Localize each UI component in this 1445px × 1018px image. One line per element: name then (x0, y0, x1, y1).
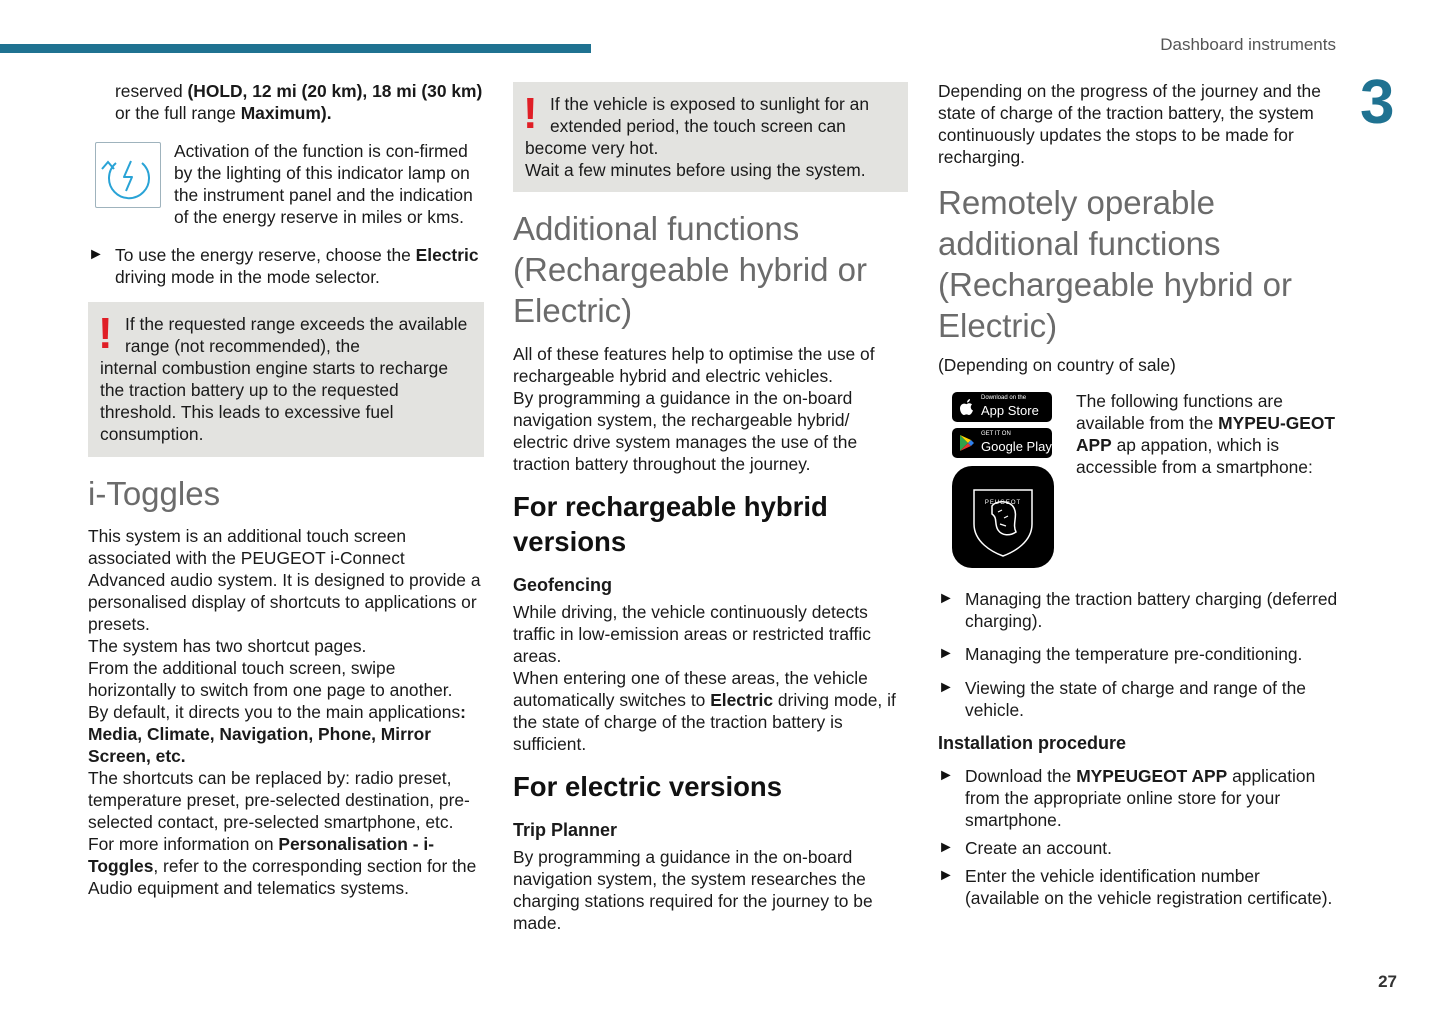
installation-title: Installation procedure (938, 733, 1127, 753)
additional-functions-title: Additional functions (Rechargeable hybrid or Electric) (513, 210, 868, 329)
remote-features-list (938, 588, 1338, 721)
app-badges (952, 392, 1072, 568)
section-title: Dashboard instruments (1160, 35, 1336, 54)
electric-versions-title: For electric versions (513, 771, 783, 802)
trip-planner-body: By programming a guidance in the on-board navigation system, the system researches the charging stations required for the journey to be made. (513, 847, 873, 933)
energy-reserve-icon (95, 142, 161, 208)
sunlight-warning-box: ! If the vehicle is exposed to sunlight for an extended period, the touch screen can become very hot. Wait a few minutes before using the system. (513, 82, 908, 192)
hybrid-versions-title: For rechargeable hybrid versions (513, 491, 828, 557)
arrow-icon: ► (938, 839, 954, 856)
remote-functions-title: Remotely operable additional functions (Rechargeable hybrid or Electric) (938, 184, 1293, 344)
reserve-intro: reserved (HOLD, 12 mi (20 km), 18 mi (30 km) or the full range Maximum). (115, 81, 483, 123)
warning-icon: ! (523, 89, 538, 138)
list-item: ► Create an account. (938, 838, 1112, 858)
page-number: 27 (1378, 972, 1397, 991)
apps-description: The following functions are available from the MYPEU-GEOT APP ap appation, which is accessible from a smartphone: (1076, 391, 1336, 477)
country-note: (Depending on country of sale) (938, 355, 1176, 375)
energy-reserve-row (88, 140, 484, 228)
list-item: ► Managing the temperature pre-conditioning. (938, 644, 1303, 664)
arrow-icon: ► (938, 590, 954, 607)
arrow-icon: ► (938, 679, 954, 696)
column-middle (513, 82, 908, 934)
itoggles-title: i-Toggles (88, 475, 221, 512)
column-right (938, 80, 1338, 909)
installation-steps (938, 765, 1338, 909)
list-item: ► Enter the vehicle identification number (available on the vehicle registration certificate). (938, 866, 1333, 908)
journey-intro: Depending on the progress of the journey and the state of charge of the traction battery, the system continuously updates the stops to be made for recharging. (938, 81, 1321, 167)
itoggles-body: This system is an additional touch screen associated with the PEUGEOT i-Connect Advanced audio system. It is designed to provide a personalised display of shortcuts to applications or presets. The system has two shortcut pages. From the additional touch screen, swipe horizontally to switch from one page to another. By default, it directs you to the main applications: Media, Climate, Navigation, Phone, Mirror Screen, etc. The shortcuts can be replaced by: radio preset, temperature preset, pre-selected destination, pre-selected contact, pre-selected smartphone, etc. For more information on Personalisation - i-Toggles, refer to the corresponding section for the Audio equipment and telematics systems. (88, 526, 481, 898)
app-store-badge[interactable]: Download on the App Store (952, 392, 1052, 422)
geofencing-title: Geofencing (513, 575, 613, 595)
arrow-icon: ► (938, 645, 954, 662)
trip-planner-title: Trip Planner (513, 820, 618, 840)
peugeot-app-icon[interactable] (952, 466, 1054, 568)
energy-reserve-bullet: ► To use the energy reserve, choose the Electric driving mode in the mode selector. (88, 245, 479, 287)
column-left (88, 80, 484, 899)
geofencing-body: While driving, the vehicle continuously detects traffic in low-emission areas or restricted traffic areas. When entering one of these areas, the vehicle automatically switches to Electric driving mode, if the state of charge of the traction battery is sufficient. (513, 602, 896, 754)
range-warning-box: ! If the requested range exceeds the available range (not recommended), the internal combustion engine starts to recharge the traction battery up to the requested threshold. This leads to excessive fuel consumption. (88, 302, 484, 457)
list-item: ► Managing the traction battery charging (deferred charging). (938, 589, 1338, 631)
warning-icon: ! (98, 309, 113, 358)
additional-functions-body: All of these features help to optimise the use of rechargeable hybrid and electric vehicles. By programming a guidance in the on-board navigation system, the rechargeable hybrid/ electric drive system manages the use of the traction battery throughout the journey. (513, 344, 875, 474)
header-accent-bar (0, 44, 591, 53)
google-play-icon (959, 434, 975, 452)
list-item: ► Viewing the state of charge and range of the vehicle. (938, 678, 1306, 720)
arrow-icon: ► (938, 867, 954, 884)
apps-row (938, 392, 1338, 568)
google-play-badge[interactable]: GET IT ON Google Play (952, 428, 1052, 458)
apple-icon (959, 398, 975, 416)
chapter-number: 3 (1360, 68, 1395, 137)
list-item: ► Download the MYPEUGEOT APP application from the appropriate online store for your smartphone. (938, 766, 1316, 830)
arrow-icon: ► (88, 246, 104, 263)
activation-text: Activation of the function is con-firmed by the lighting of this indicator lamp on the instrument panel and the indication of the energy reserve in miles or kms. (174, 141, 473, 227)
arrow-icon: ► (938, 767, 954, 784)
peugeot-logo-text: PEUGEOT (984, 500, 1022, 506)
